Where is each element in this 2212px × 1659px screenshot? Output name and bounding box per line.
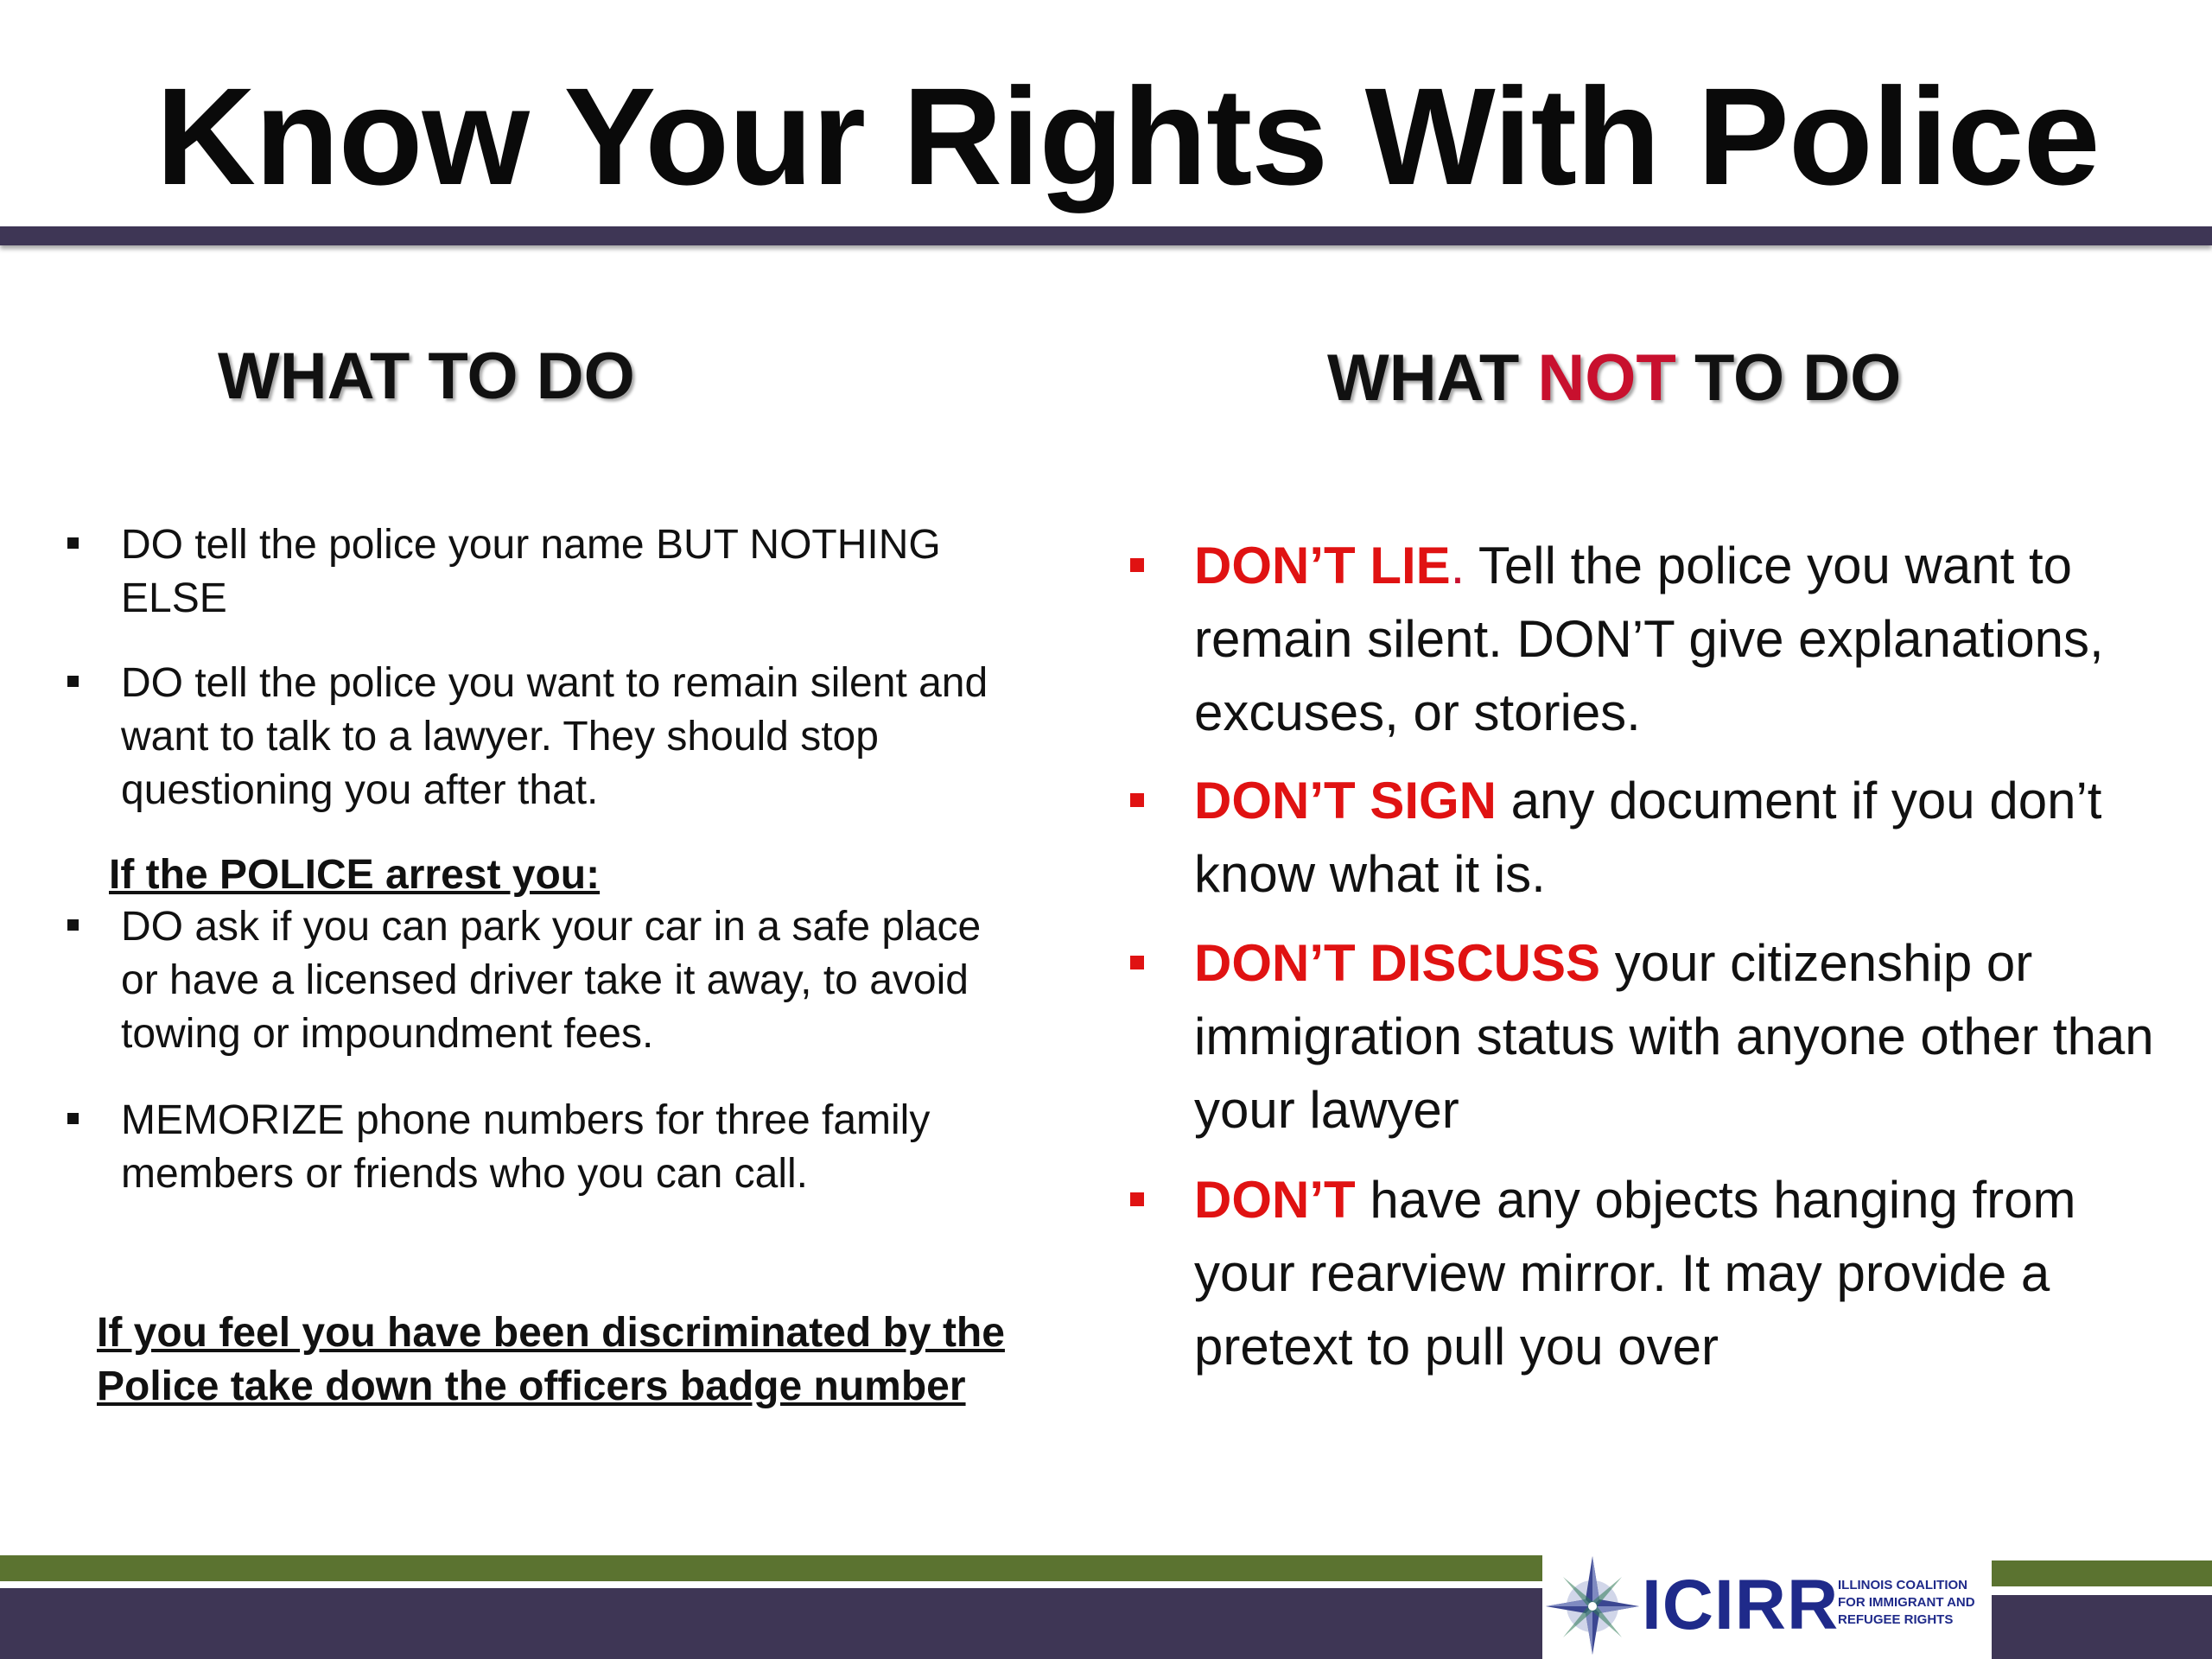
- left-item-4: [67, 1094, 1001, 1201]
- what-to-do-heading: WHAT TO DO: [218, 340, 635, 413]
- heading-not: NOT: [1537, 341, 1676, 415]
- bullet-icon: [67, 537, 79, 549]
- logo-subtitle-line: FOR IMMIGRANT AND: [1838, 1595, 1975, 1610]
- bullet-icon: [67, 919, 79, 931]
- dont-text: any document if you don’t know what it is.: [1194, 772, 2102, 903]
- slide-title: Know Your Rights With Police: [156, 59, 2100, 213]
- heading-post: TO DO: [1675, 341, 1902, 415]
- bullet-icon: [1130, 793, 1144, 807]
- bullet-icon: [67, 676, 79, 687]
- heading-pre: WHAT: [1327, 341, 1538, 415]
- bullet-icon: [67, 1113, 79, 1124]
- dont-lead: DON’T: [1194, 1171, 1356, 1229]
- bullet-icon: [1130, 558, 1144, 572]
- what-not-to-do-heading: [1327, 341, 1902, 415]
- discrimination-note-text: If you feel you have been discriminated by the Police take down the officers badge number: [97, 1310, 1005, 1409]
- dont-lead: DON’T SIGN: [1194, 772, 1497, 830]
- bullet-icon: [1130, 956, 1144, 969]
- left-item-1: [67, 518, 1001, 626]
- left-item-text: DO tell the police you want to remain silent and want to talk to a lawyer. They should stop questioning you after that.: [121, 660, 988, 813]
- dont-text: your citizenship or immigration status with anyone other than your lawyer: [1194, 934, 2154, 1139]
- bullet-icon: [1130, 1192, 1144, 1206]
- footer-green-band-right: [1992, 1560, 2212, 1586]
- dont-text: Tell the police you want to remain silent. DON’T give explanations, excuses, or stories.: [1194, 537, 2104, 741]
- compass-star-icon: [1544, 1554, 1641, 1656]
- dont-text: have any objects hanging from your rearview mirror. It may provide a pretext to pull you over: [1194, 1171, 2076, 1376]
- right-item-2: [1123, 764, 2160, 911]
- dont-lead: DON’T DISCUSS: [1194, 934, 1601, 992]
- title-divider: [0, 226, 2212, 245]
- dont-sep: .: [1450, 537, 1465, 594]
- logo-wordmark: ICIRR: [1642, 1566, 1840, 1644]
- right-item-4: [1123, 1163, 2160, 1383]
- right-item-1: [1123, 529, 2160, 749]
- left-item-text: MEMORIZE phone numbers for three family members or friends who you can call.: [121, 1097, 931, 1197]
- discrimination-note: [97, 1306, 1030, 1414]
- footer-purple-band-right: [1992, 1595, 2212, 1659]
- right-item-3: [1123, 926, 2160, 1147]
- left-item-3: [67, 900, 1001, 1061]
- footer-green-band: [0, 1555, 1542, 1581]
- icirr-logo: [1542, 1551, 1992, 1659]
- arrest-subheading: If the POLICE arrest you:: [109, 852, 601, 898]
- logo-subtitle: [1838, 1577, 1989, 1629]
- left-item-text: DO tell the police your name BUT NOTHING ELSE: [121, 522, 941, 621]
- left-item-2: [67, 657, 1001, 817]
- dont-lead: DON’T LIE: [1194, 537, 1451, 594]
- left-item-text: DO ask if you can park your car in a safe place or have a licensed driver take it away, to avoid towing or impoundment fees.: [121, 904, 982, 1057]
- logo-subtitle-line: ILLINOIS COALITION: [1838, 1578, 1967, 1592]
- logo-subtitle-line: REFUGEE RIGHTS: [1838, 1612, 1954, 1627]
- footer-purple-band: [0, 1588, 1542, 1659]
